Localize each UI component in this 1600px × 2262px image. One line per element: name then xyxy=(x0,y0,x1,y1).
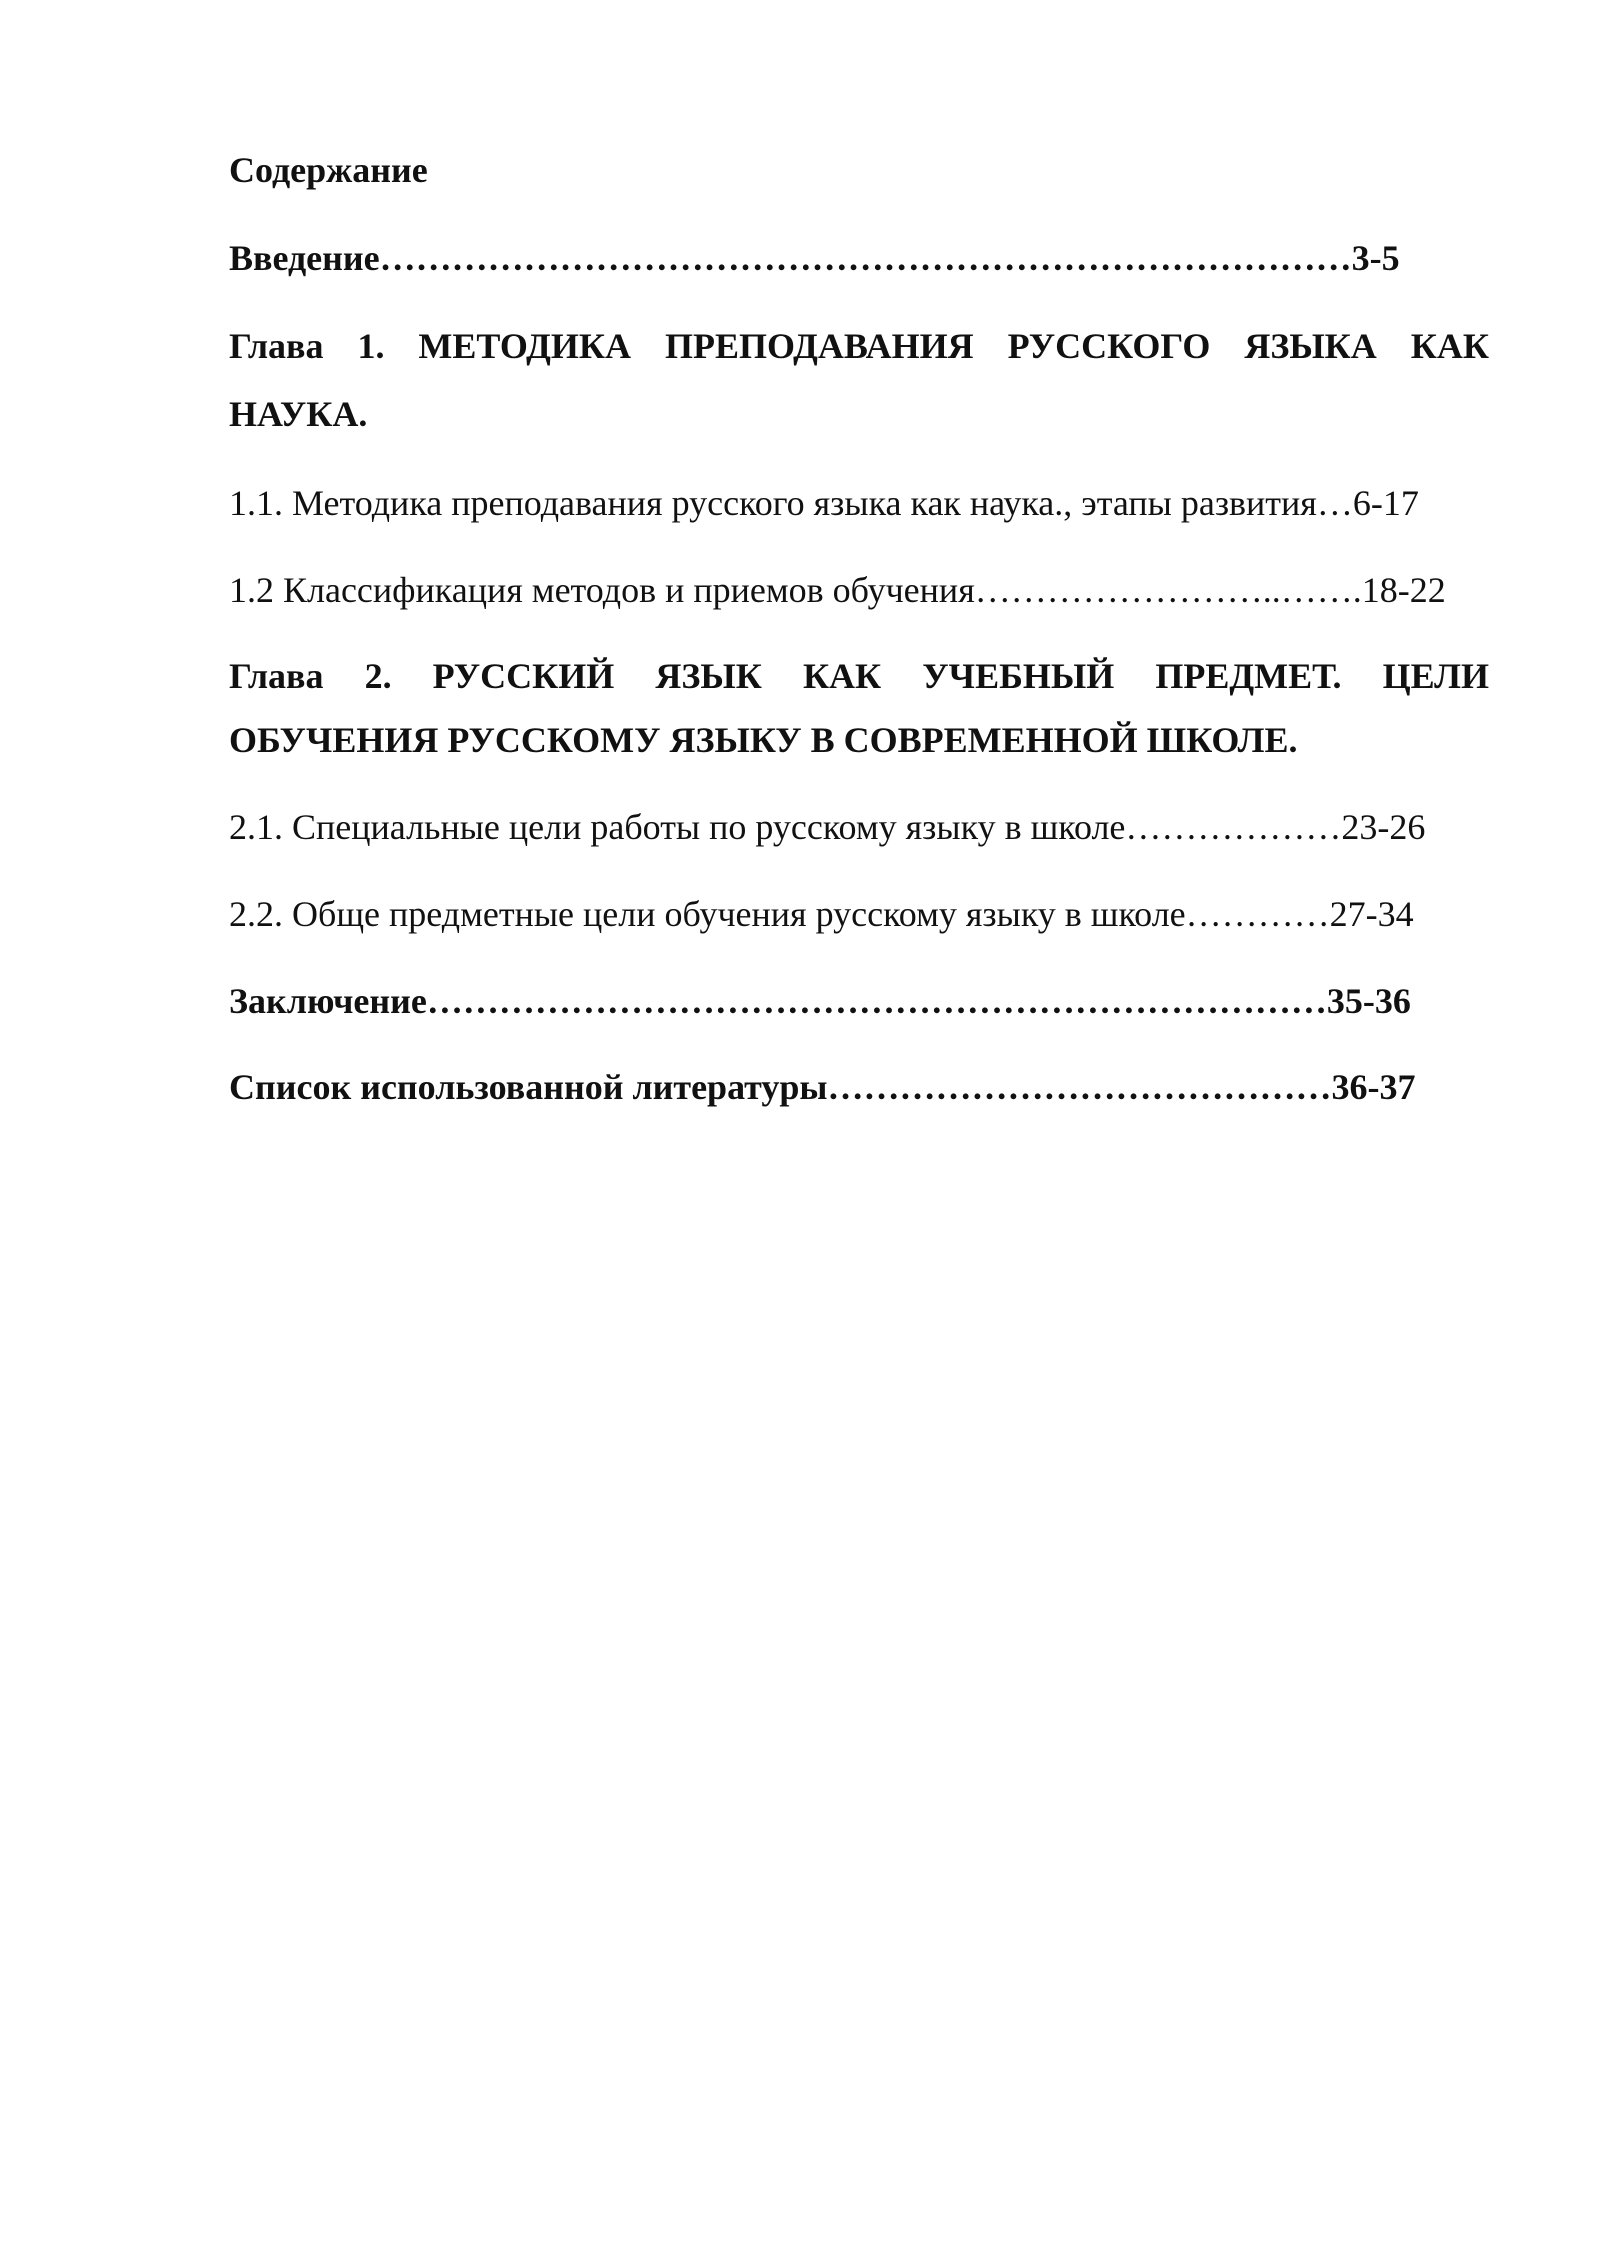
toc-chapter-1-heading xyxy=(229,324,1489,368)
toc-entry-references: Список использованной литературы……………………………………36-37 xyxy=(229,1067,1416,1107)
chapter-2-word: РУССКИЙ xyxy=(432,656,615,696)
toc-entry-1-2: 1.2 Классификация методов и приемов обучения……………………..…….18-22 xyxy=(229,570,1446,610)
toc-chapter-2-heading-cont: ОБУЧЕНИЯ РУССКОМУ ЯЗЫКУ В СОВРЕМЕННОЙ ШКОЛЕ. xyxy=(229,720,1298,760)
chapter-1-word: РУССКОГО xyxy=(1007,326,1211,366)
toc-title: Содержание xyxy=(229,150,428,190)
chapter-2-word: 2. xyxy=(364,656,392,696)
chapter-2-word: ЦЕЛИ xyxy=(1382,656,1489,696)
toc-entry-1-1: 1.1. Методика преподавания русского языка как наука., этапы развития…6-17 xyxy=(229,483,1419,523)
chapter-2-word: КАК xyxy=(802,656,882,696)
chapter-1-word: ПРЕПОДАВАНИЯ xyxy=(664,326,974,366)
toc-chapter-2-heading xyxy=(229,654,1489,698)
toc-entry-2-2: 2.2. Обще предметные цели обучения русскому языку в школе…………27-34 xyxy=(229,894,1414,934)
chapter-1-word: ЯЗЫКА xyxy=(1244,326,1377,366)
chapter-2-word: Глава xyxy=(229,656,324,696)
chapter-1-word: МЕТОДИКА xyxy=(418,326,631,366)
toc-entry-conclusion: Заключение…………………………………………………………………35-36 xyxy=(229,981,1411,1021)
chapter-2-word: ЯЗЫК xyxy=(655,656,762,696)
chapter-1-word: Глава xyxy=(229,326,324,366)
chapter-1-word: 1. xyxy=(357,326,385,366)
chapter-2-word: УЧЕБНЫЙ xyxy=(922,656,1115,696)
toc-entry-introduction: Введение………………………………………………………………………3-5 xyxy=(229,238,1400,278)
chapter-1-word: КАК xyxy=(1410,326,1489,366)
chapter-2-word: ПРЕДМЕТ. xyxy=(1155,656,1342,696)
toc-chapter-1-heading-cont: НАУКА. xyxy=(229,394,368,434)
toc-entry-2-1: 2.1. Специальные цели работы по русскому языку в школе………………23-26 xyxy=(229,807,1426,847)
